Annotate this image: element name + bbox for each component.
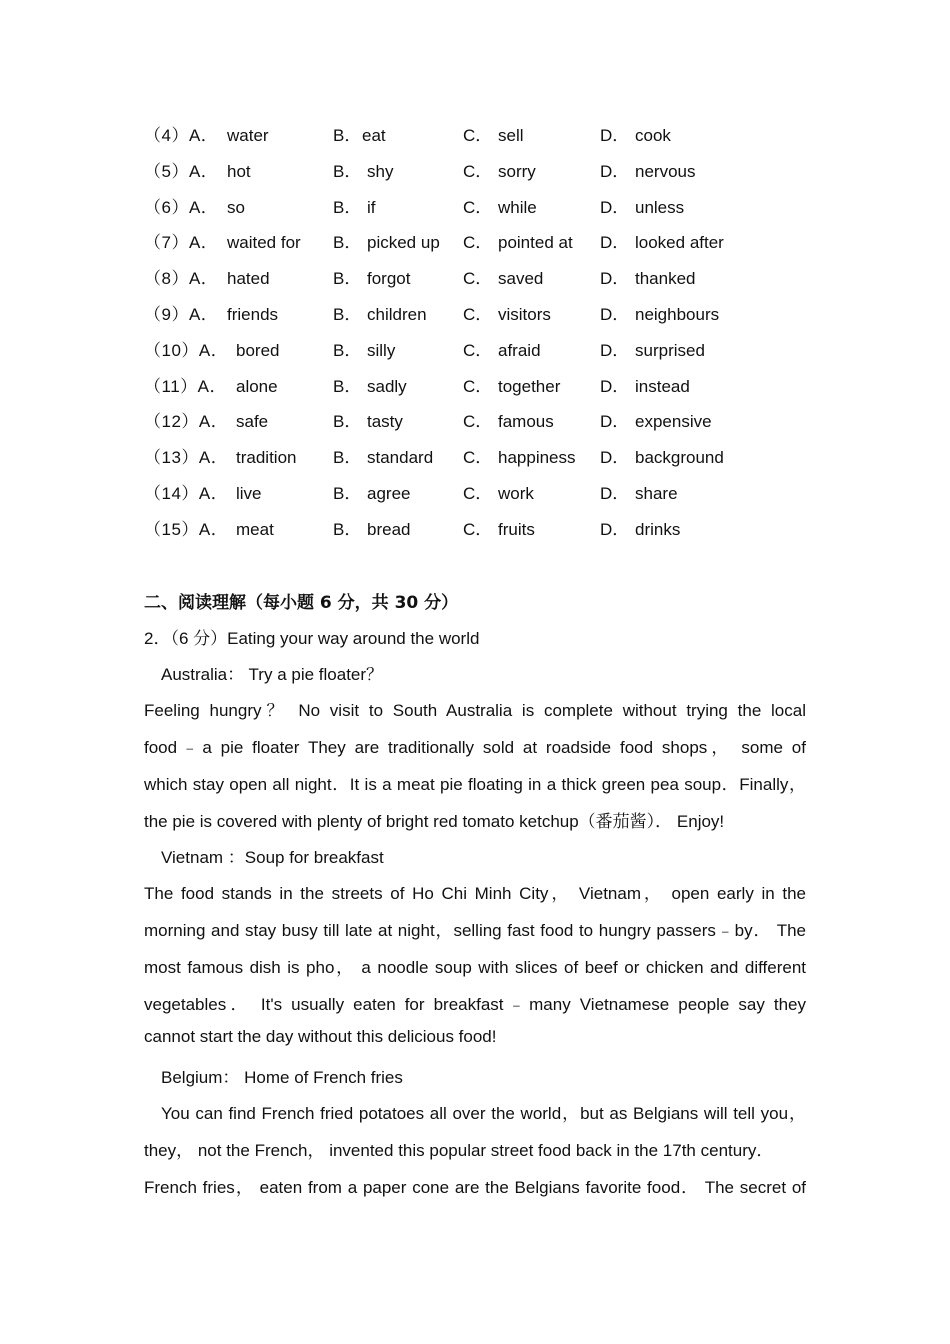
option-c-letter: C．: [463, 448, 493, 468]
option-d: unless: [635, 197, 685, 217]
option-c: while: [498, 197, 537, 217]
option-d-letter: D．: [600, 233, 630, 253]
option-b-letter: B．: [333, 304, 362, 324]
option-d-letter: D．: [600, 448, 630, 468]
option-a: waited for: [227, 233, 301, 253]
option-row-6: [0, 190, 950, 226]
option-d-letter: D．: [600, 519, 630, 539]
question-number: （6）A．: [144, 197, 219, 217]
option-row-8: [0, 261, 950, 297]
option-c: sell: [498, 126, 524, 145]
option-b: shy: [367, 161, 394, 181]
option-b: tasty: [367, 412, 403, 432]
option-d: surprised: [635, 340, 705, 360]
question-heading: 2．（6 分）Eating your way around the world: [144, 629, 480, 648]
option-c: together: [498, 376, 561, 396]
option-a: alone: [236, 376, 278, 396]
option-row-15: [0, 512, 950, 548]
option-a: hated: [227, 269, 270, 289]
option-b-letter: B．: [333, 519, 362, 539]
option-c-letter: C．: [463, 269, 493, 289]
question-number: （14）A．: [144, 483, 229, 503]
option-d: looked after: [635, 233, 724, 253]
option-c: fruits: [498, 519, 535, 539]
australia-line: the pie is covered with plenty of bright red tomato ketchup（番茄酱）． Enjoy!: [144, 812, 725, 831]
option-b-letter: B．: [333, 233, 362, 253]
section-heading: 二、阅读理解（每小题 6 分，共 30 分）: [144, 593, 459, 613]
option-b: silly: [367, 340, 396, 360]
option-d-letter: D．: [600, 483, 630, 503]
option-c: happiness: [498, 448, 576, 468]
option-c-letter: C．: [463, 126, 493, 145]
option-list: [0, 118, 950, 548]
question-number: （9）A．: [144, 304, 219, 324]
option-b: picked up: [367, 233, 440, 253]
option-c: famous: [498, 412, 554, 432]
option-b-letter: B．: [333, 126, 362, 145]
option-a: live: [236, 483, 262, 503]
option-a: meat: [236, 519, 274, 539]
question-number: （8）A．: [144, 269, 219, 289]
option-b-letter: B．: [333, 269, 362, 289]
option-c: work: [498, 483, 534, 503]
option-d: background: [635, 448, 724, 468]
option-c-letter: C．: [463, 519, 493, 539]
option-c: sorry: [498, 161, 536, 181]
option-d-letter: D．: [600, 304, 630, 324]
option-c-letter: C．: [463, 340, 493, 360]
australia-line: which stay open all night．It is a meat pie floating in a thick green pea soup．Finally，: [144, 775, 806, 794]
option-c-letter: C．: [463, 376, 493, 396]
option-a: bored: [236, 340, 280, 360]
belgium-line: You can find French fried potatoes all over the world，but as Belgians will tell you，: [161, 1104, 806, 1123]
option-b: if: [367, 197, 376, 217]
option-a: water: [227, 126, 269, 145]
australia-line: Feeling hungry？ No visit to South Australia is complete without trying the local: [144, 701, 806, 720]
option-c-letter: C．: [463, 233, 493, 253]
option-b: sadly: [367, 376, 407, 396]
option-c: pointed at: [498, 233, 573, 253]
option-row-11: [0, 369, 950, 405]
option-b-letter: B．: [333, 376, 362, 396]
option-row-7: [0, 225, 950, 261]
option-b-letter: B．: [333, 483, 362, 503]
option-row-10: [0, 333, 950, 369]
vietnam-line: vegetables． It's usually eaten for breakfast﹣many Vietnamese people say they: [144, 995, 806, 1014]
question-number: （7）A．: [144, 233, 219, 253]
question-number: （5）A．: [144, 161, 219, 181]
option-c: visitors: [498, 304, 551, 324]
option-d: share: [635, 483, 678, 503]
option-c-letter: C．: [463, 483, 493, 503]
question-number: （15）A．: [144, 519, 229, 539]
option-c: saved: [498, 269, 544, 289]
option-b: children: [367, 304, 427, 324]
option-c-letter: C．: [463, 161, 493, 181]
option-d: neighbours: [635, 304, 720, 324]
option-c-letter: C．: [463, 197, 493, 217]
option-d: thanked: [635, 269, 696, 289]
option-b-letter: B．: [333, 412, 362, 432]
option-a: tradition: [236, 448, 297, 468]
option-b-letter: B．: [333, 197, 362, 217]
option-c-letter: C．: [463, 304, 493, 324]
option-b-letter: B．: [333, 448, 362, 468]
option-a: so: [227, 197, 245, 217]
option-d-letter: D．: [600, 197, 630, 217]
option-b: bread: [367, 519, 411, 539]
vietnam-title: Vietnam ：Soup for breakfast: [161, 848, 384, 867]
option-a: safe: [236, 412, 269, 432]
option-row-12: [0, 404, 950, 440]
australia-title: Australia： Try a pie floater？: [161, 665, 384, 684]
option-d: instead: [635, 376, 690, 396]
option-d: cook: [635, 126, 671, 145]
option-b: forgot: [367, 269, 411, 289]
vietnam-line: most famous dish is pho， a noodle soup with slices of beef or chicken and different: [144, 958, 806, 977]
option-row-4: [0, 118, 950, 154]
option-b: eat: [362, 126, 386, 145]
option-d-letter: D．: [600, 161, 630, 181]
option-d: expensive: [635, 412, 712, 432]
option-d-letter: D．: [600, 269, 630, 289]
belgium-line: French fries， eaten from a paper cone are the Belgians favorite food． The secret of: [144, 1178, 806, 1197]
question-number: （13）A．: [144, 448, 229, 468]
option-d: drinks: [635, 519, 681, 539]
question-number: （11）A．: [144, 376, 227, 396]
option-b: standard: [367, 448, 434, 468]
option-row-14: [0, 476, 950, 512]
question-number: （4）A．: [144, 126, 219, 145]
option-d-letter: D．: [600, 412, 630, 432]
belgium-line: they， not the French， invented this popular street food back in the 17th century．: [144, 1141, 774, 1160]
option-d-letter: D．: [600, 376, 630, 396]
vietnam-line: morning and stay busy till late at night，selling fast food to hungry passers﹣by． The: [144, 921, 806, 940]
option-b: agree: [367, 483, 411, 503]
option-c: afraid: [498, 340, 541, 360]
option-a: friends: [227, 304, 279, 324]
australia-line: food﹣a pie floater They are traditionally sold at roadside food shops， some of: [144, 738, 806, 757]
option-row-5: [0, 154, 950, 190]
question-number: （12）A．: [144, 412, 229, 432]
option-a: hot: [227, 161, 251, 181]
option-c-letter: C．: [463, 412, 493, 432]
option-b-letter: B．: [333, 161, 362, 181]
vietnam-line: cannot start the day without this delicious food!: [144, 1027, 497, 1046]
option-d-letter: D．: [600, 126, 630, 145]
option-b-letter: B．: [333, 340, 362, 360]
option-row-13: [0, 440, 950, 476]
belgium-title: Belgium： Home of French fries: [161, 1068, 403, 1087]
question-number: （10）A．: [144, 340, 229, 360]
option-d-letter: D．: [600, 340, 630, 360]
option-row-9: [0, 297, 950, 333]
vietnam-line: The food stands in the streets of Ho Chi Minh City， Vietnam， open early in the: [144, 884, 806, 903]
option-d: nervous: [635, 161, 696, 181]
